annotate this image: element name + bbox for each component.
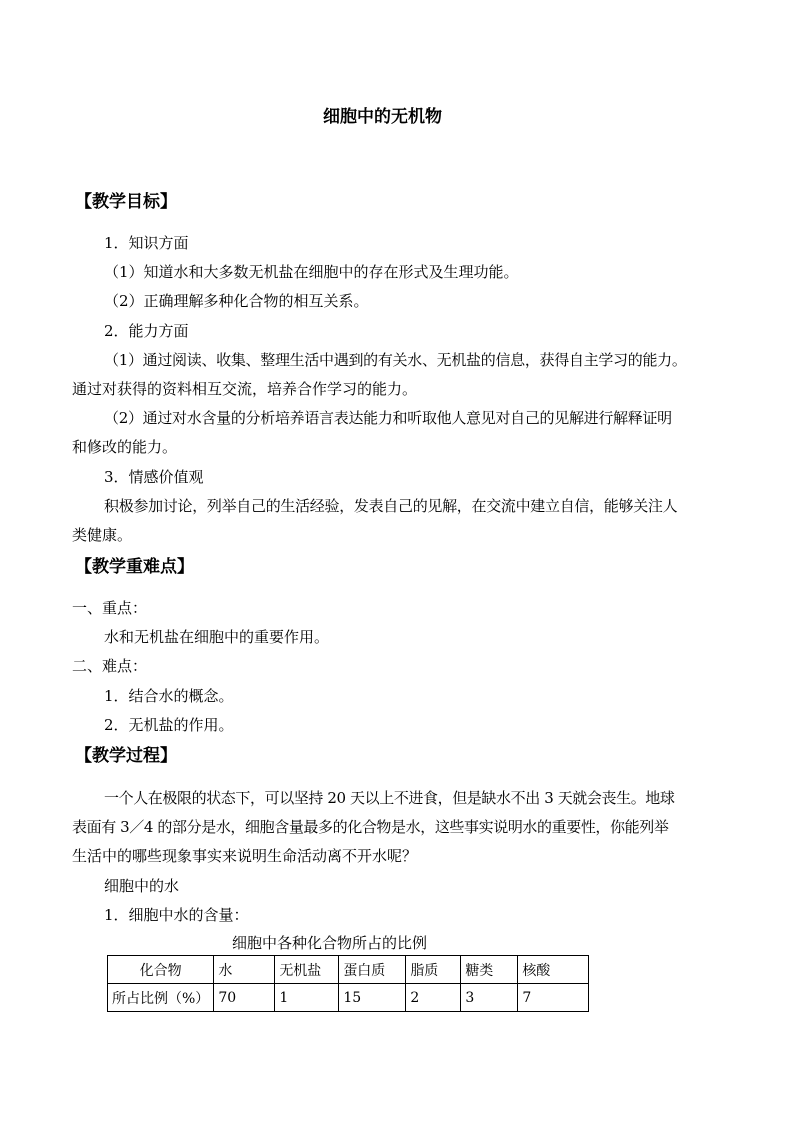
list-item: 2．无机盐的作用。 [104,716,234,734]
subheading-difficult: 二、难点： [72,657,148,675]
paragraph: 水和无机盐在细胞中的重要作用。 [104,628,330,646]
paragraph: 生活中的哪些现象事实来说明生命活动离不开水呢？ [72,847,418,865]
paragraph: 和修改的能力。 [72,438,178,456]
table-caption: 细胞中各种化合物所占的比例 [232,934,428,952]
subheading-key: 一、重点： [72,599,148,617]
table-row [108,984,589,1012]
list-item: 1．结合水的概念。 [104,687,234,705]
table-cell: 3 [461,984,518,1012]
section-heading-process: 【教学过程】 [75,746,177,766]
section-heading-key-points: 【教学重难点】 [75,557,194,577]
paragraph: 类健康。 [72,526,133,544]
table-header-cell: 无机盐 [275,956,339,984]
table-header-cell: 化合物 [108,956,214,984]
table-cell: 15 [339,984,406,1012]
paragraph: （2）通过对水含量的分析培养语言表达能力和听取他人意见对自己的见解进行解释证明 [104,409,672,427]
subheading-water: 细胞中的水 [104,877,180,895]
subheading-knowledge: 1．知识方面 [104,234,189,252]
page-title: 细胞中的无机物 [323,107,442,127]
paragraph: 积极参加讨论，列举自己的生活经验，发表自己的见解，在交流中建立自信，能够关注人 [104,497,678,515]
subheading-ability: 2．能力方面 [104,322,189,340]
paragraph: （2）正确理解多种化合物的相互关系。 [104,292,369,310]
table-header-cell: 脂质 [406,956,461,984]
table-header-cell: 糖类 [461,956,518,984]
paragraph: 表面有 3／4 的部分是水，细胞含量最多的化合物是水，这些事实说明水的重要性，你能列举 [72,818,669,836]
table-cell: 1 [275,984,339,1012]
paragraph: （1）知道水和大多数无机盐在细胞中的存在形式及生理功能。 [104,263,519,281]
subheading-water-content: 1．细胞中水的含量： [104,906,249,924]
table-header-cell: 蛋白质 [339,956,406,984]
paragraph: 一个人在极限的状态下，可以坚持 20 天以上不进食，但是缺水不出 3 天就会丧生。地球 [104,789,675,807]
compound-ratio-table [107,955,589,1012]
paragraph: 通过对获得的资料相互交流，培养合作学习的能力。 [72,380,418,398]
table-cell: 所占比例（%） [108,984,214,1012]
section-heading-objectives: 【教学目标】 [75,192,177,212]
paragraph: （1）通过阅读、收集、整理生活中遇到的有关水、无机盐的信息，获得自主学习的能力。 [104,351,687,369]
table-cell: 70 [214,984,275,1012]
table-cell: 7 [518,984,589,1012]
table-header-row [108,956,589,984]
table-cell: 2 [406,984,461,1012]
subheading-emotion: 3．情感价值观 [104,468,204,486]
table-header-cell: 水 [214,956,275,984]
table-header-cell: 核酸 [518,956,589,984]
